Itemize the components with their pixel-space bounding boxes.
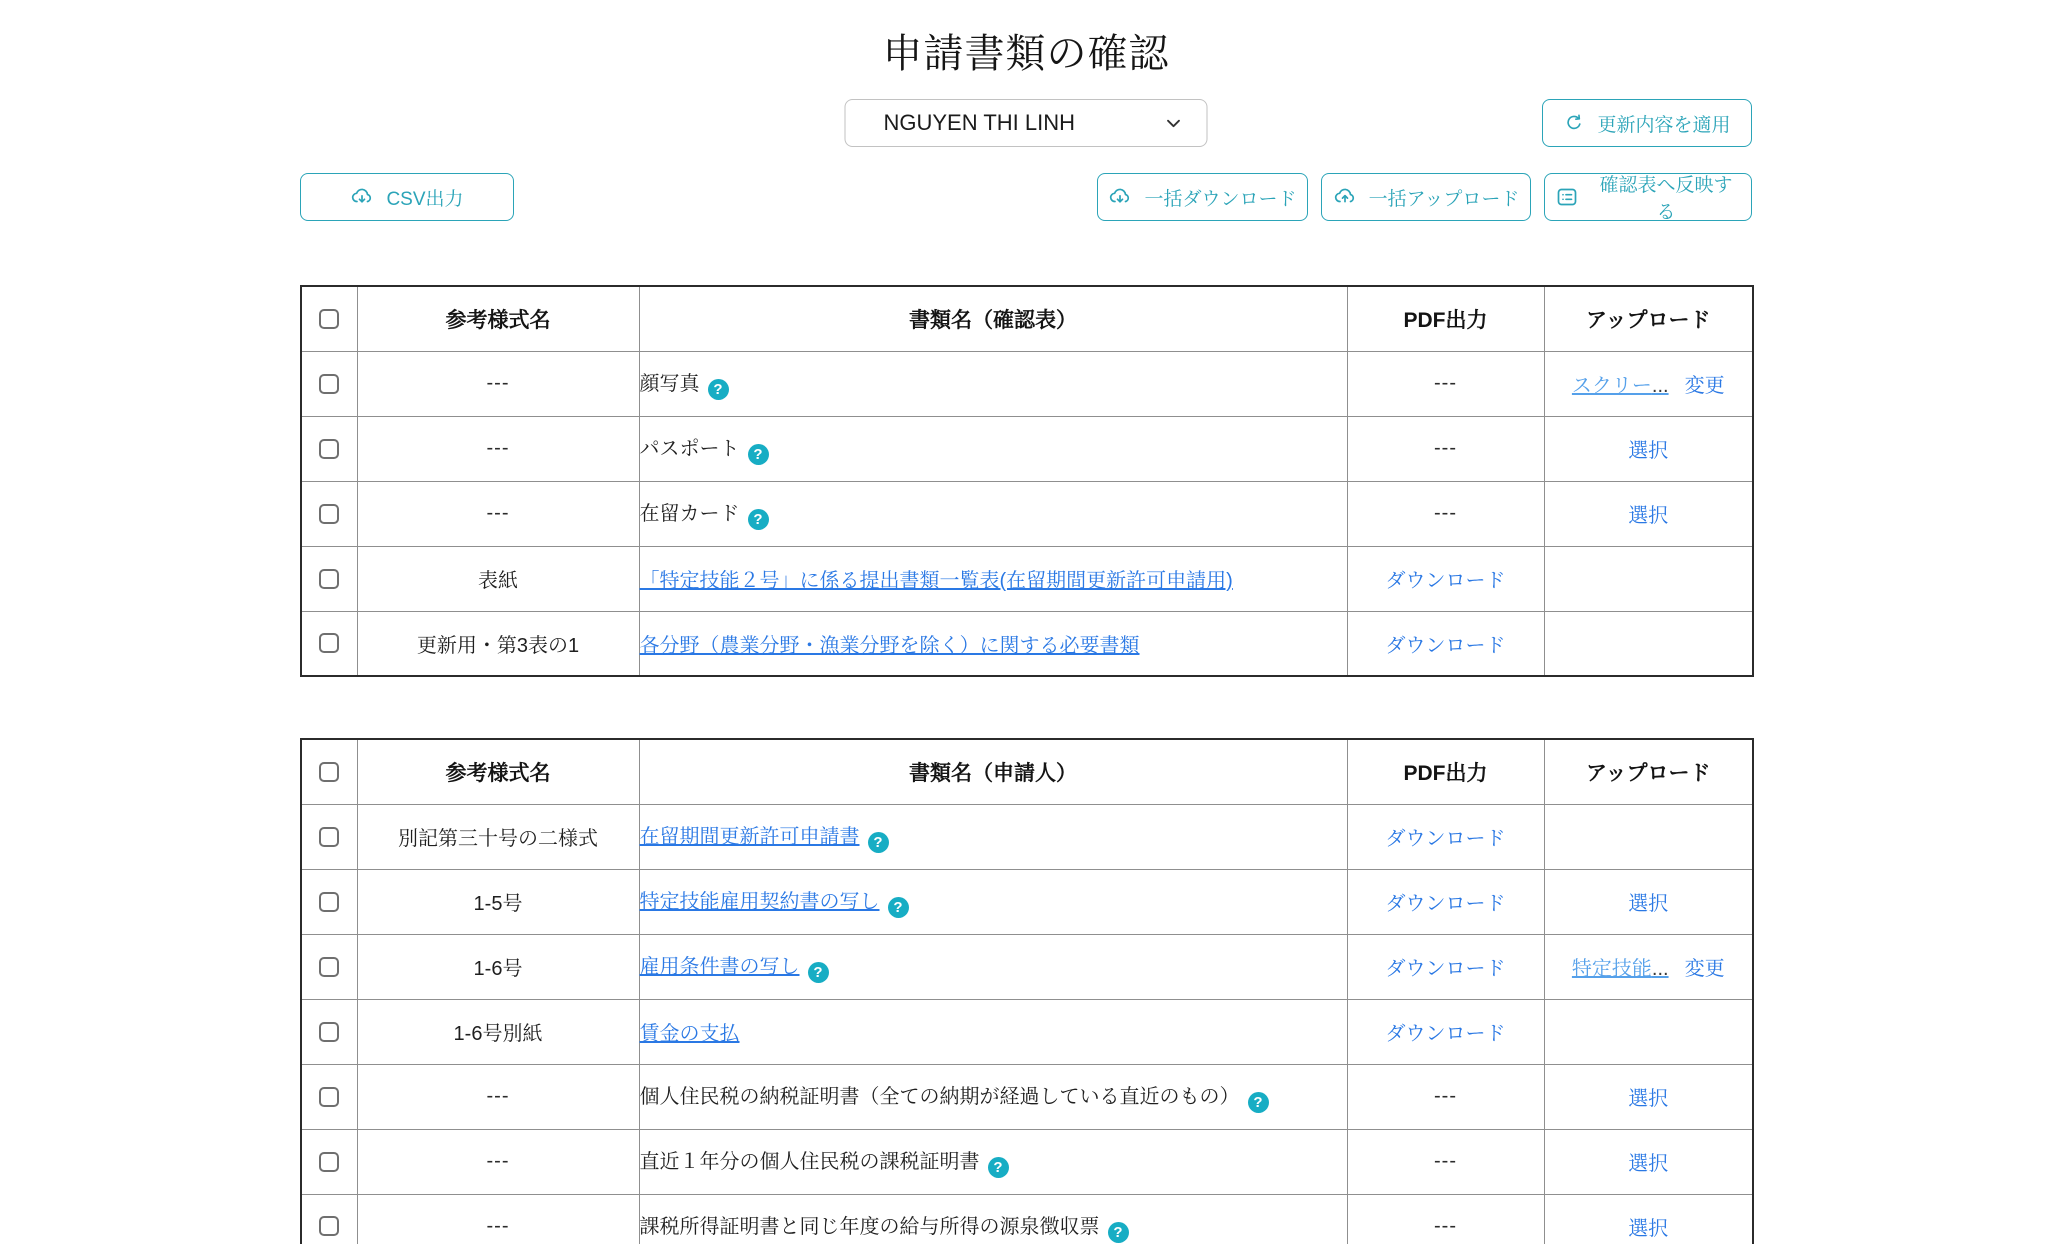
document-name-cell <box>639 934 1347 999</box>
content-area <box>300 0 1752 1244</box>
reference-style-name: 別記第三十号の二様式 <box>398 828 598 850</box>
document-name-cell <box>639 1194 1347 1244</box>
applicant-select-row <box>300 99 1752 147</box>
document-name-cell <box>639 546 1347 611</box>
upload-select-link[interactable]: 選択 <box>1628 1088 1669 1110</box>
row-checkbox[interactable] <box>319 569 339 589</box>
pdf-dash: --- <box>1434 502 1457 524</box>
reference-style-cell <box>357 999 639 1064</box>
pdf-output-cell <box>1347 934 1544 999</box>
pdf-dash: --- <box>1434 1214 1457 1237</box>
row-checkbox-cell <box>301 416 357 481</box>
help-icon[interactable]: ? <box>808 962 829 983</box>
refresh-icon <box>1563 112 1585 134</box>
documents-table-confirmation <box>300 285 1754 677</box>
reference-style-cell <box>357 351 639 416</box>
upload-cell <box>1544 999 1753 1064</box>
pdf-output-cell <box>1347 804 1544 869</box>
reference-style-name: --- <box>486 1150 510 1172</box>
table-row <box>301 1064 1753 1129</box>
column-header: 参考様式名 <box>357 739 639 804</box>
table-row <box>301 934 1753 999</box>
pdf-output-cell <box>1347 481 1544 546</box>
table-row <box>301 481 1753 546</box>
pdf-output-cell <box>1347 1064 1544 1129</box>
uploaded-file-group <box>1545 952 1753 981</box>
document-name-cell <box>639 481 1347 546</box>
reference-style-name: 表紙 <box>478 570 518 592</box>
upload-cell <box>1544 416 1753 481</box>
row-checkbox-cell <box>301 481 357 546</box>
pdf-output-cell <box>1347 1129 1544 1194</box>
reference-style-cell <box>357 481 639 546</box>
document-link[interactable]: 特定技能雇用契約書の写し <box>639 891 880 913</box>
pdf-dash: --- <box>1434 1085 1457 1107</box>
upload-select-link[interactable]: 選択 <box>1628 505 1669 527</box>
document-name-cell <box>639 416 1347 481</box>
table-row <box>301 869 1753 934</box>
upload-cell <box>1544 546 1753 611</box>
upload-change-link[interactable]: 変更 <box>1684 958 1725 980</box>
table-row <box>301 546 1753 611</box>
truncation-ellipsis: ... <box>1651 958 1669 980</box>
upload-cell <box>1544 1129 1753 1194</box>
table-row <box>301 999 1753 1064</box>
bulk-download-label: 一括ダウンロード <box>1144 188 1297 210</box>
applicant-select[interactable] <box>845 99 1208 147</box>
reference-style-name: --- <box>486 372 510 394</box>
upload-cell <box>1544 351 1753 416</box>
reference-style-name: --- <box>486 502 510 524</box>
select-all-checkbox[interactable] <box>319 762 339 782</box>
column-header: PDF出力 <box>1347 286 1544 351</box>
document-name: パスポート <box>639 438 740 460</box>
row-checkbox-cell <box>301 804 357 869</box>
row-checkbox-cell <box>301 934 357 999</box>
row-checkbox[interactable] <box>319 374 339 394</box>
row-checkbox[interactable] <box>319 957 339 977</box>
reference-style-cell <box>357 804 639 869</box>
upload-select-link[interactable]: 選択 <box>1628 440 1669 462</box>
row-checkbox[interactable] <box>319 892 339 912</box>
row-checkbox[interactable] <box>319 1087 339 1107</box>
pdf-download-link[interactable]: ダウンロード <box>1385 893 1506 915</box>
table-row <box>301 1129 1753 1194</box>
row-checkbox-cell <box>301 546 357 611</box>
help-icon[interactable]: ? <box>888 897 909 918</box>
pdf-download-link[interactable]: ダウンロード <box>1385 958 1506 980</box>
reference-style-cell <box>357 611 639 676</box>
apply-updates-label: 更新内容を適用 <box>1597 114 1731 136</box>
select-all-cell <box>301 739 357 804</box>
header-row <box>301 739 1753 804</box>
document-tables <box>300 285 1752 1244</box>
reference-style-cell <box>357 546 639 611</box>
help-icon[interactable]: ? <box>868 832 889 853</box>
bulk-upload-button[interactable] <box>1321 173 1531 221</box>
help-icon[interactable]: ? <box>708 379 729 400</box>
row-checkbox-cell <box>301 611 357 676</box>
table-row <box>301 611 1753 676</box>
document-name: 個人住民税の納税証明書（全ての納期が経過している直近のもの） <box>639 1086 1240 1108</box>
pdf-download-link[interactable]: ダウンロード <box>1385 828 1506 850</box>
document-link[interactable]: 「特定技能２号」に係る提出書類一覧表(在留期間更新許可申請用) <box>639 570 1233 592</box>
pdf-output-cell <box>1347 416 1544 481</box>
row-checkbox-cell <box>301 351 357 416</box>
reference-style-cell <box>357 1194 639 1244</box>
column-header: 参考様式名 <box>357 286 639 351</box>
help-icon[interactable]: ? <box>748 444 769 465</box>
pdf-output-cell <box>1347 351 1544 416</box>
uploaded-file-link[interactable]: 特定技能... <box>1571 958 1669 980</box>
row-checkbox-cell <box>301 999 357 1064</box>
table-row <box>301 416 1753 481</box>
row-checkbox[interactable] <box>319 1216 339 1236</box>
row-checkbox[interactable] <box>319 1152 339 1172</box>
row-checkbox[interactable] <box>319 504 339 524</box>
reference-style-cell <box>357 1129 639 1194</box>
cloud-upload-icon <box>1333 185 1357 209</box>
pdf-dash: --- <box>1434 437 1457 459</box>
bulk-upload-label: 一括アップロード <box>1368 188 1520 210</box>
row-checkbox[interactable] <box>319 827 339 847</box>
reference-style-cell <box>357 1064 639 1129</box>
help-icon[interactable]: ? <box>988 1157 1009 1178</box>
column-header: 書類名（確認表） <box>639 286 1347 351</box>
checklist-icon <box>1555 185 1579 209</box>
reflect-to-checklist-label: 確認表へ反映する <box>1599 175 1733 223</box>
column-header: アップロード <box>1544 286 1753 351</box>
row-checkbox[interactable] <box>319 1022 339 1042</box>
pdf-output-cell <box>1347 1194 1544 1244</box>
pdf-download-link[interactable]: ダウンロード <box>1385 634 1506 657</box>
pdf-output-cell <box>1347 999 1544 1064</box>
truncation-ellipsis: ... <box>1651 375 1669 397</box>
page-title: 申請書類の確認 <box>882 32 1170 76</box>
row-checkbox[interactable] <box>319 439 339 459</box>
upload-cell <box>1544 1064 1753 1129</box>
pdf-output-cell <box>1347 611 1544 676</box>
table-row <box>301 351 1753 416</box>
uploaded-file-group <box>1545 369 1753 398</box>
column-header: アップロード <box>1544 739 1753 804</box>
pdf-download-link[interactable]: ダウンロード <box>1385 1023 1506 1045</box>
csv-export-label: CSV出力 <box>386 188 464 210</box>
cloud-download-icon <box>350 185 374 209</box>
row-checkbox-cell <box>301 1129 357 1194</box>
upload-select-link[interactable]: 選択 <box>1628 1217 1669 1240</box>
document-name: 顔写真 <box>639 373 700 395</box>
document-name-cell <box>639 869 1347 934</box>
apply-updates-button[interactable] <box>1542 99 1752 147</box>
help-icon[interactable]: ? <box>1248 1092 1269 1113</box>
reference-style-cell <box>357 869 639 934</box>
reference-style-name: 更新用・第3表の1 <box>416 634 580 657</box>
document-name-cell <box>639 1064 1347 1129</box>
pdf-dash: --- <box>1434 1150 1457 1172</box>
reference-style-cell <box>357 934 639 999</box>
upload-cell <box>1544 481 1753 546</box>
row-checkbox-cell <box>301 869 357 934</box>
reference-style-name: 1-6号 <box>473 958 523 980</box>
document-name-cell <box>639 804 1347 869</box>
document-name: 在留カード <box>639 503 740 525</box>
reference-style-name: --- <box>486 1214 510 1237</box>
table-row <box>301 804 1753 869</box>
document-name: 課税所得証明書と同じ年度の給与所得の源泉徴収票 <box>639 1215 1100 1238</box>
pdf-output-cell <box>1347 869 1544 934</box>
document-name-cell <box>639 999 1347 1064</box>
reference-style-name: 1-5号 <box>473 893 523 915</box>
reference-style-cell <box>357 416 639 481</box>
pdf-output-cell <box>1347 546 1544 611</box>
upload-cell <box>1544 804 1753 869</box>
document-name-cell <box>639 351 1347 416</box>
upload-cell <box>1544 934 1753 999</box>
column-header: PDF出力 <box>1347 739 1544 804</box>
reference-style-name: 1-6号別紙 <box>453 1023 543 1045</box>
actions-row <box>300 173 1752 221</box>
pdf-download-link[interactable]: ダウンロード <box>1385 570 1506 592</box>
header-row <box>301 286 1753 351</box>
bulk-download-button[interactable] <box>1097 173 1308 221</box>
chevron-down-icon <box>1163 112 1185 134</box>
upload-select-link[interactable]: 選択 <box>1628 1153 1669 1175</box>
document-link[interactable]: 在留期間更新許可申請書 <box>639 826 860 848</box>
upload-cell <box>1544 1194 1753 1244</box>
upload-select-link[interactable]: 選択 <box>1628 893 1669 915</box>
pdf-dash: --- <box>1434 372 1457 394</box>
select-all-checkbox[interactable] <box>319 309 339 329</box>
document-link[interactable]: 賃金の支払 <box>639 1023 740 1045</box>
row-checkbox[interactable] <box>319 633 339 653</box>
help-icon[interactable]: ? <box>1108 1222 1129 1243</box>
cloud-download-icon <box>1108 185 1132 209</box>
document-name: 直近１年分の個人住民税の課税証明書 <box>639 1151 980 1173</box>
upload-cell <box>1544 869 1753 934</box>
document-name-cell <box>639 1129 1347 1194</box>
row-checkbox-cell <box>301 1064 357 1129</box>
uploaded-file-link[interactable]: スクリー... <box>1571 375 1669 397</box>
select-all-cell <box>301 286 357 351</box>
upload-cell <box>1544 611 1753 676</box>
document-link[interactable]: 各分野（農業分野・漁業分野を除く）に関する必要書類 <box>639 634 1140 657</box>
right-actions-group <box>1097 173 1752 221</box>
reflect-to-checklist-button[interactable] <box>1544 173 1752 221</box>
csv-export-button[interactable] <box>300 173 514 221</box>
documents-table-applicant <box>300 738 1754 1244</box>
document-name-cell <box>639 611 1347 676</box>
upload-change-link[interactable]: 変更 <box>1684 375 1725 397</box>
reference-style-name: --- <box>486 437 510 459</box>
reference-style-name: --- <box>486 1085 510 1107</box>
column-header: 書類名（申請人） <box>639 739 1347 804</box>
table-row <box>301 1194 1753 1244</box>
document-link[interactable]: 雇用条件書の写し <box>639 956 800 978</box>
row-checkbox-cell <box>301 1194 357 1244</box>
help-icon[interactable]: ? <box>748 509 769 530</box>
applicant-select-value: NGUYEN THI LINH <box>883 110 1076 135</box>
